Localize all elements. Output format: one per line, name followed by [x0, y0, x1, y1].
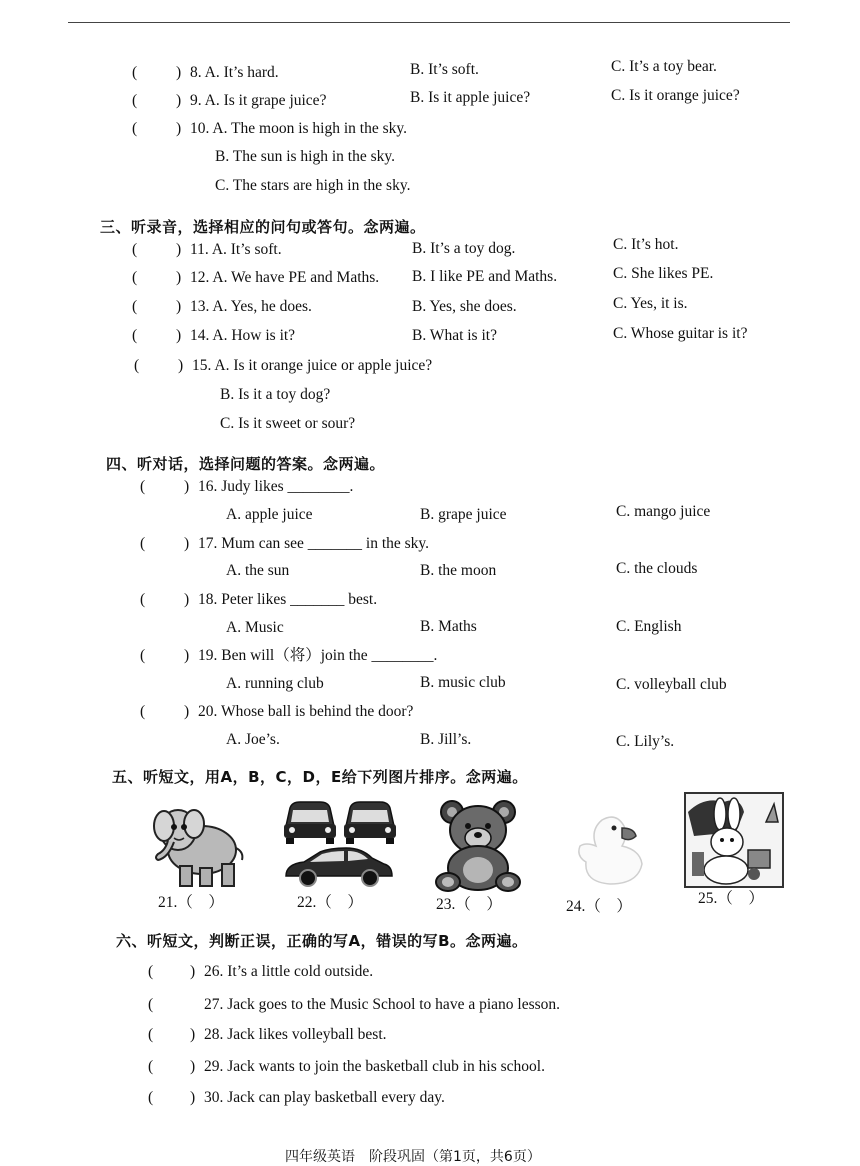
answer-paren-open: (: [140, 535, 146, 552]
answer-paren-open: (: [140, 703, 146, 720]
question-9: 9. A. Is it grape juice?: [190, 92, 327, 109]
answer-paren-close: ): [176, 64, 182, 81]
option-15c: C. Is it sweet or sour?: [220, 415, 356, 432]
option-19b: B. music club: [420, 674, 506, 691]
answer-paren-open: (: [148, 1026, 154, 1043]
option-12c: C. She likes PE.: [613, 265, 714, 282]
picture-21-label: 21.（ ）: [158, 894, 224, 911]
option-10c: C. The stars are high in the sky.: [215, 177, 411, 194]
cars-icon: [280, 798, 396, 890]
option-14b: B. What is it?: [412, 327, 497, 344]
statement-26: 26. It’s a little cold outside.: [204, 963, 374, 980]
page-footer: 四年级英语 阶段巩固（第1页，共6页）: [285, 1149, 541, 1165]
answer-paren-close: ): [190, 1058, 196, 1075]
answer-paren-open: (: [132, 120, 138, 137]
answer-paren-close: ): [184, 703, 190, 720]
answer-paren-open: (: [132, 298, 138, 315]
option-14c: C. Whose guitar is it?: [613, 325, 748, 342]
option-18c: C. English: [616, 618, 682, 635]
option-11c: C. It’s hot.: [613, 236, 679, 253]
option-17c: C. the clouds: [616, 560, 698, 577]
option-20a: A. Joe’s.: [226, 731, 280, 748]
option-15b: B. Is it a toy dog?: [220, 386, 331, 403]
picture-23-label: 23.（ ）: [436, 896, 502, 913]
option-20c: C. Lily’s.: [616, 733, 675, 750]
option-9b: B. Is it apple juice?: [410, 89, 531, 106]
question-19: 19. Ben will（将）join the ________.: [198, 647, 438, 664]
question-17: 17. Mum can see _______ in the sky.: [198, 535, 430, 552]
option-8b: B. It’s soft.: [410, 61, 479, 78]
option-18a: A. Music: [226, 619, 284, 636]
option-13c: C. Yes, it is.: [613, 295, 688, 312]
option-20b: B. Jill’s.: [420, 731, 472, 748]
question-10: 10. A. The moon is high in the sky.: [190, 120, 407, 137]
section-6-heading: 六、听短文，判断正误，正确的写A，错误的写B。念两遍。: [116, 932, 528, 950]
option-19a: A. running club: [226, 675, 324, 692]
answer-paren-close: ): [176, 92, 182, 109]
duck-icon: [566, 806, 648, 888]
question-13: 13. A. Yes, he does.: [190, 298, 312, 315]
question-20: 20. Whose ball is behind the door?: [198, 703, 414, 720]
answer-paren-close: ): [184, 591, 190, 608]
answer-paren-close: ): [184, 478, 190, 495]
section-4-heading: 四、听对话，选择问题的答案。念两遍。: [106, 455, 386, 473]
answer-paren-close: ): [190, 1026, 196, 1043]
option-8c: C. It’s a toy bear.: [611, 58, 717, 75]
answer-paren-open: (: [148, 1089, 154, 1106]
question-18: 18. Peter likes _______ best.: [198, 591, 378, 608]
question-15: 15. A. Is it orange juice or apple juice?: [192, 357, 433, 374]
section-5-heading: 五、听短文，用A，B，C，D，E给下列图片排序。念两遍。: [112, 768, 528, 786]
statement-27: 27. Jack goes to the Music School to have a piano lesson.: [204, 996, 561, 1013]
answer-paren-close: ): [190, 963, 196, 980]
option-9c: C. Is it orange juice?: [611, 87, 740, 104]
option-17a: A. the sun: [226, 562, 290, 579]
answer-paren-close: ): [190, 1089, 196, 1106]
option-18b: B. Maths: [420, 618, 477, 635]
answer-paren-close: ): [176, 327, 182, 344]
section-3-heading: 三、听录音，选择相应的问句或答句。念两遍。: [100, 218, 426, 236]
picture-25-label: 25.（ ）: [698, 890, 764, 907]
option-16a: A. apple juice: [226, 506, 313, 523]
option-11b: B. It’s a toy dog.: [412, 240, 516, 257]
answer-paren-close: ): [184, 647, 190, 664]
answer-paren-open: (: [132, 92, 138, 109]
statement-29: 29. Jack wants to join the basketball club in his school.: [204, 1058, 545, 1075]
option-13b: B. Yes, she does.: [412, 298, 517, 315]
picture-24-label: 24.（ ）: [566, 898, 632, 915]
picture-22-label: 22.（ ）: [297, 894, 363, 911]
question-8: 8. A. It’s hard.: [190, 64, 279, 81]
statement-30: 30. Jack can play basketball every day.: [204, 1089, 445, 1106]
question-11: 11. A. It’s soft.: [190, 241, 282, 258]
answer-paren-open: (: [132, 64, 138, 81]
answer-paren-close: ): [184, 535, 190, 552]
option-17b: B. the moon: [420, 562, 497, 579]
answer-paren-close: ): [176, 298, 182, 315]
answer-paren-open: (: [134, 357, 140, 374]
option-10b: B. The sun is high in the sky.: [215, 148, 395, 165]
top-rule: [68, 22, 790, 23]
answer-paren-open: (: [132, 327, 138, 344]
question-16: 16. Judy likes ________.: [198, 478, 354, 495]
teddy-bear-icon: [430, 798, 526, 894]
option-16c: C. mango juice: [616, 503, 711, 520]
answer-paren-open: (: [148, 996, 154, 1013]
answer-paren-close: ): [176, 241, 182, 258]
answer-paren-close: ): [176, 120, 182, 137]
elephant-icon: [150, 800, 246, 890]
answer-paren-open: (: [148, 963, 154, 980]
answer-paren-close: ): [176, 269, 182, 286]
answer-paren-open: (: [140, 478, 146, 495]
statement-28: 28. Jack likes volleyball best.: [204, 1026, 387, 1043]
option-16b: B. grape juice: [420, 506, 507, 523]
answer-paren-open: (: [140, 591, 146, 608]
answer-paren-open: (: [132, 269, 138, 286]
question-12: 12. A. We have PE and Maths.: [190, 269, 380, 286]
option-19c: C. volleyball club: [616, 676, 727, 693]
answer-paren-open: (: [140, 647, 146, 664]
answer-paren-open: (: [132, 241, 138, 258]
option-12b: B. I like PE and Maths.: [412, 268, 558, 285]
answer-paren-close: ): [178, 357, 184, 374]
bunny-toys-icon: [684, 792, 784, 888]
answer-paren-open: (: [148, 1058, 154, 1075]
question-14: 14. A. How is it?: [190, 327, 296, 344]
